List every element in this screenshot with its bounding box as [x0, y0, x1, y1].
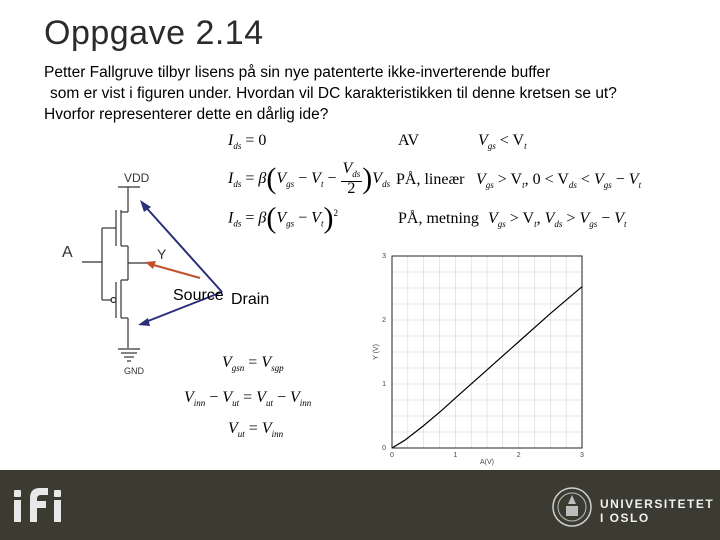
slide-title: Oppgave 2.14: [44, 14, 264, 52]
y-tick-label: 0: [382, 445, 386, 452]
equation-saturation-region: PÅ, metning: [398, 210, 479, 227]
drain-arrow-line: [143, 204, 222, 292]
university-name-line-2: I OSLO: [600, 511, 650, 525]
equation-linear: $I_{ds} = \beta(V_{gs} - V_t$ − $\frac{V_{ds}}{2}$ )$V_{ds}$: [228, 160, 391, 198]
output-arrow-head: [145, 261, 156, 269]
equation-off-region: AV: [398, 132, 420, 149]
ifi-logo: [10, 484, 82, 528]
source-arrow-head: [138, 318, 150, 326]
equation-off-condition: $V_{gs} < V_t$: [478, 132, 527, 152]
question-line-3: Hvorfor representerer dette en dårlig ide?: [44, 106, 329, 123]
x-axis-label: A(V): [480, 459, 494, 466]
output-y-label: Y: [157, 246, 167, 262]
y-tick-labels: [382, 253, 386, 452]
question-line-1: Petter Fallgruve tilbyr lisens på sin nye patenterte ikke-inverterende buffer: [44, 64, 551, 81]
y-tick-label: 2: [382, 317, 386, 324]
x-tick-label: 3: [580, 452, 584, 459]
university-name: [600, 497, 714, 525]
vdd-label: VDD: [124, 171, 150, 185]
output-arrow-line: [150, 264, 200, 278]
university-seal-icon: [551, 486, 593, 528]
y-axis-label: Y (V): [373, 344, 380, 360]
equation-vut: $V_{ut} = V_{inn}$: [228, 420, 284, 440]
drain-label: Drain: [231, 291, 270, 308]
dc-characteristic-plot: [368, 250, 588, 470]
equation-saturation: $I_{ds} = \beta(V_{gs} - V_t)^2$: [228, 201, 338, 235]
y-tick-label: 3: [382, 253, 386, 260]
y-tick-label: 1: [382, 381, 386, 388]
equation-linear-condition: $V_{gs} > V_t$, $0 < V_{ds} < V_{gs} - V_t$: [476, 171, 642, 191]
question-line-2: som er vist i figuren under. Hvordan vil DC karakteristikken til denne kretsen se ut?: [50, 85, 617, 102]
gnd-label: GND: [124, 366, 144, 376]
x-tick-label: 1: [453, 452, 458, 459]
equation-vinn: $V_{inn} - V_{ut} = V_{ut} - V_{inn}$: [184, 389, 312, 409]
source-label: Source: [173, 287, 224, 304]
equation-saturation-condition: $V_{gs} > V_t$, $V_{ds} > V_{gs} - V_t$: [488, 210, 627, 230]
equation-off: $I_{ds} = 0$: [228, 132, 267, 152]
plot-grid: [392, 256, 582, 448]
university-name-line-1: UNIVERSITETET: [600, 497, 715, 511]
input-a-label: A: [62, 244, 73, 261]
x-tick-labels: [390, 452, 584, 459]
x-tick-label: 2: [516, 452, 521, 459]
equation-vgsn: $V_{gsn} = V_{sgp}$: [222, 354, 284, 374]
equation-linear-region: PÅ, lineær: [396, 171, 465, 188]
x-tick-label: 0: [390, 452, 394, 459]
